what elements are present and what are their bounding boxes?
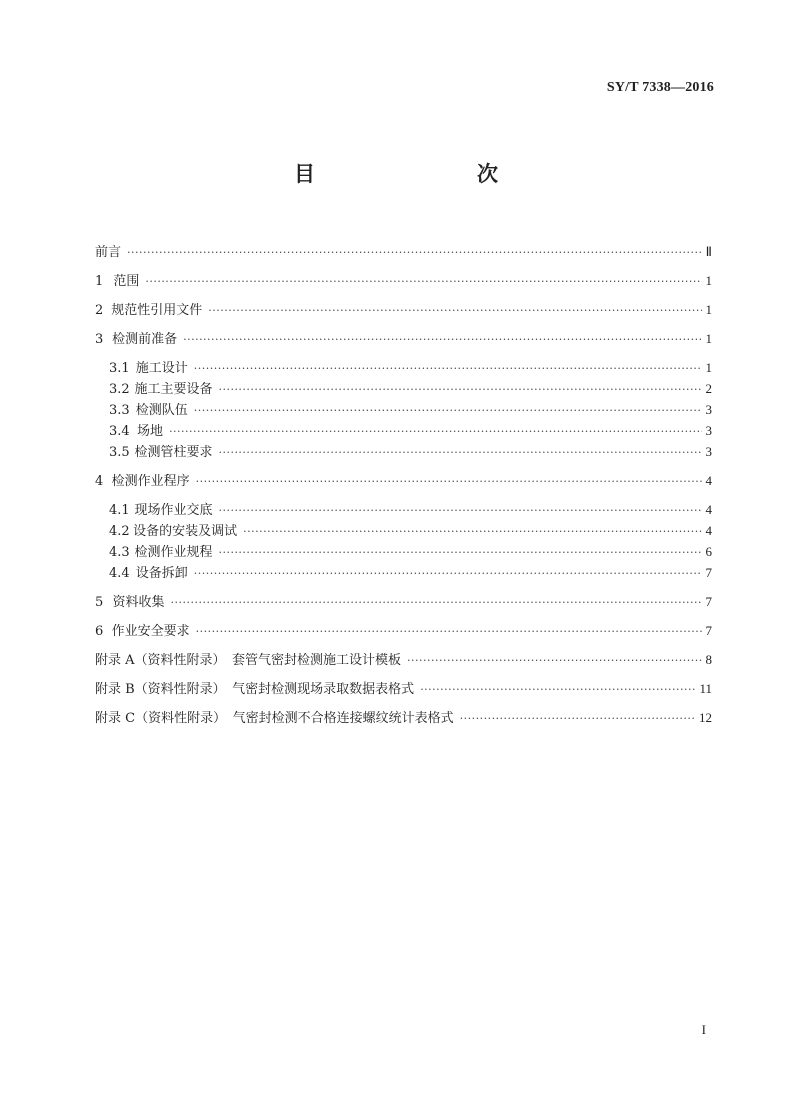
toc-entry-3-2[interactable] <box>95 378 712 399</box>
toc-leader-dots <box>208 300 701 321</box>
toc-entry-number: 2 <box>95 303 104 318</box>
toc-entry-number: 4.4 <box>109 566 130 581</box>
toc-leader-dots <box>196 621 702 642</box>
toc-entry-page: 1 <box>705 302 712 317</box>
toc-leader-dots <box>407 650 701 671</box>
toc-entry-page: 1 <box>705 331 712 346</box>
toc-entry-4-1[interactable] <box>95 499 712 520</box>
toc-entry-3[interactable] <box>95 328 712 349</box>
toc-entry-label: 附录 C（资料性附录） 气密封检测不合格连接螺纹统计表格式 <box>95 711 454 726</box>
toc-entry-page: 12 <box>699 710 712 725</box>
toc-entry-3-1[interactable] <box>95 357 712 378</box>
toc-entry-label: 检测管柱要求 <box>134 445 213 460</box>
toc-leader-dots <box>145 271 701 292</box>
toc-entry-5[interactable] <box>95 591 712 612</box>
toc-entry-page: 3 <box>705 402 712 417</box>
toc-entry-3-5[interactable] <box>95 441 712 462</box>
standard-code: SY/T 7338—2016 <box>606 80 714 95</box>
table-of-contents <box>95 241 712 728</box>
toc-leader-dots <box>127 242 702 263</box>
toc-entry-4-3[interactable] <box>95 541 712 562</box>
toc-leader-dots <box>218 500 701 521</box>
toc-entry-label: 施工设计 <box>135 361 188 376</box>
toc-entry-appendix-c[interactable] <box>95 707 712 728</box>
toc-leader-dots <box>183 329 701 350</box>
toc-entry-number: 3.4 <box>109 424 130 439</box>
toc-leader-dots <box>196 471 702 492</box>
toc-entry-number: 3.2 <box>109 382 130 397</box>
toc-entry-label: 附录 B（资料性附录） 气密封检测现场录取数据表格式 <box>95 682 415 697</box>
toc-entry-page: 7 <box>705 565 712 580</box>
toc-entry-label: 场地 <box>137 424 164 439</box>
toc-entry-page: 1 <box>705 273 712 288</box>
toc-leader-dots <box>171 592 702 613</box>
toc-entry-page: 7 <box>705 594 712 609</box>
toc-leader-dots <box>194 400 702 421</box>
toc-entry-page: 8 <box>705 652 712 667</box>
page-title: 目 次 <box>294 162 538 186</box>
toc-entry-number: 3.3 <box>109 403 130 418</box>
toc-entry-page: 3 <box>705 444 712 459</box>
toc-leader-dots <box>218 379 701 400</box>
toc-entry-4-4[interactable] <box>95 562 712 583</box>
page-number: I <box>701 1022 706 1037</box>
toc-entry-number: 4.3 <box>109 545 130 560</box>
toc-leader-dots <box>194 358 702 379</box>
toc-entry-label: 施工主要设备 <box>134 382 213 397</box>
toc-entry-page: 1 <box>705 360 712 375</box>
toc-entry-page: 4 <box>705 523 712 538</box>
toc-entry-label: 附录 A（资料性附录） 套管气密封检测施工设计模板 <box>95 653 402 668</box>
toc-entry-appendix-a[interactable] <box>95 649 712 670</box>
toc-entry-number: 4.2 <box>109 524 130 539</box>
toc-leader-dots <box>218 542 701 563</box>
toc-entry-page: 6 <box>705 544 712 559</box>
toc-entry-page: 11 <box>699 681 712 696</box>
toc-entry-4[interactable] <box>95 470 712 491</box>
toc-leader-dots <box>218 442 701 463</box>
toc-entry-2[interactable] <box>95 299 712 320</box>
toc-entry-label: 检测作业规程 <box>134 545 213 560</box>
toc-entry-3-4[interactable] <box>95 420 712 441</box>
toc-entry-1[interactable] <box>95 270 712 291</box>
toc-entry-label: 资料收集 <box>112 595 165 610</box>
toc-entry-page: Ⅱ <box>705 244 712 259</box>
toc-entry-number: 5 <box>95 595 104 610</box>
toc-entry-number: 4.1 <box>109 503 130 518</box>
toc-entry-foreword[interactable] <box>95 241 712 262</box>
toc-leader-dots <box>420 679 695 700</box>
toc-entry-label: 作业安全要求 <box>111 624 190 639</box>
toc-entry-label: 前言 <box>95 245 122 260</box>
toc-entry-3-3[interactable] <box>95 399 712 420</box>
toc-entry-number: 1 <box>95 274 104 289</box>
toc-entry-number: 3.5 <box>109 445 130 460</box>
toc-entry-appendix-b[interactable] <box>95 678 712 699</box>
toc-leader-dots <box>460 708 695 729</box>
toc-entry-number: 4 <box>95 474 104 489</box>
toc-entry-6[interactable] <box>95 620 712 641</box>
toc-entry-number: 6 <box>95 624 104 639</box>
toc-leader-dots <box>243 521 701 542</box>
toc-entry-label: 范围 <box>113 274 140 289</box>
toc-entry-page: 2 <box>705 381 712 396</box>
toc-entry-number: 3 <box>95 332 104 347</box>
toc-entry-label: 检测前准备 <box>112 332 178 347</box>
toc-leader-dots <box>169 421 701 442</box>
toc-leader-dots <box>194 563 702 584</box>
toc-entry-page: 4 <box>705 473 712 488</box>
toc-entry-label: 设备的安装及调试 <box>133 524 238 539</box>
toc-entry-label: 检测作业程序 <box>111 474 190 489</box>
toc-entry-number: 3.1 <box>109 361 130 376</box>
toc-entry-label: 检测队伍 <box>135 403 188 418</box>
toc-entry-4-2[interactable] <box>95 520 712 541</box>
toc-entry-label: 现场作业交底 <box>134 503 213 518</box>
toc-entry-page: 7 <box>705 623 712 638</box>
toc-entry-page: 4 <box>705 502 712 517</box>
toc-entry-page: 3 <box>705 423 712 438</box>
toc-entry-label: 设备拆卸 <box>135 566 188 581</box>
toc-entry-label: 规范性引用文件 <box>111 303 203 318</box>
